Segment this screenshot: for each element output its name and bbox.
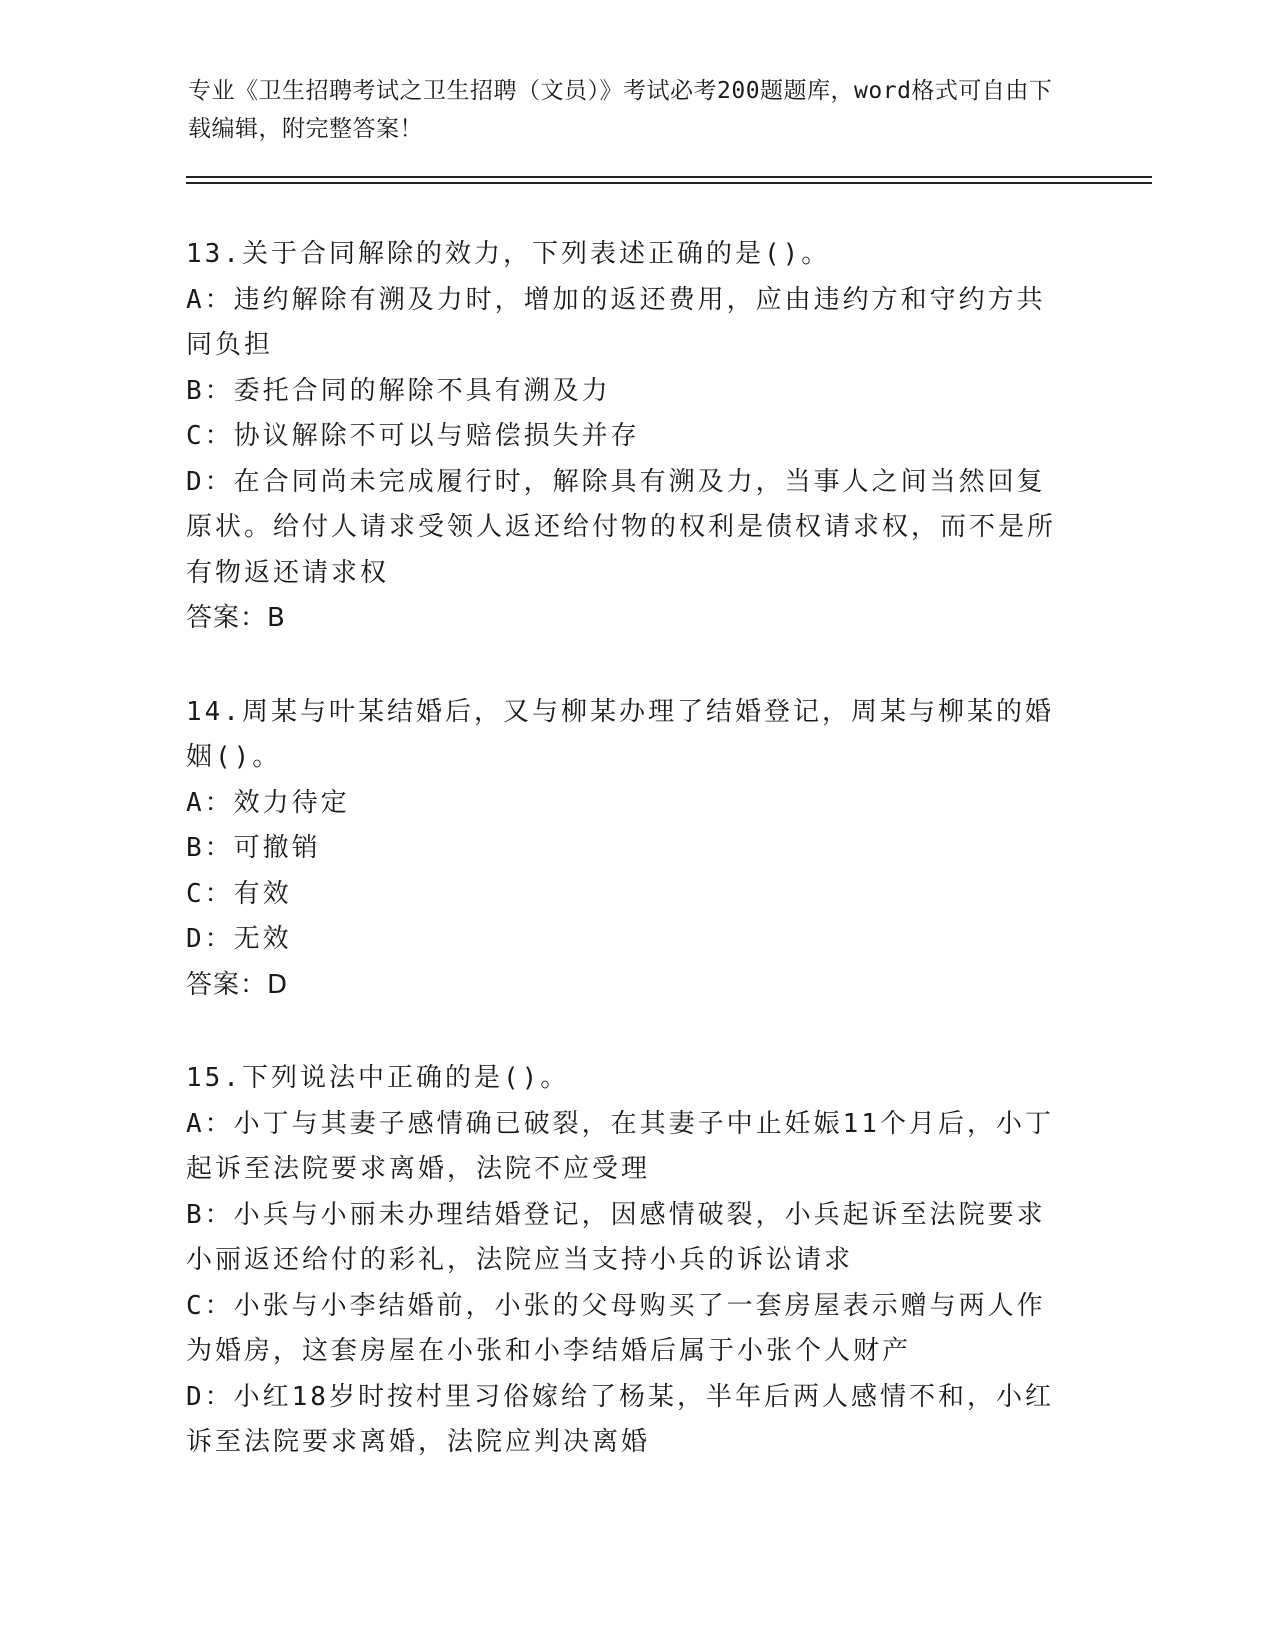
question-stem: 14.周某与叶某结婚后，又与柳某办理了结婚登记，周某与柳某的婚姻()。 <box>186 696 1054 772</box>
option-d: D：无效 <box>186 924 292 954</box>
option-c: C：小张与小李结婚前，小张的父母购买了一套房屋表示赠与两人作为婚房，这套房屋在小张和小李结婚后属于小张个人财产 <box>186 1290 1046 1366</box>
question-list <box>186 232 1066 1514</box>
option-a: A：小丁与其妻子感情确已破裂，在其妻子中止妊娠11个月后，小丁起诉至法院要求离婚，法院不应受理 <box>186 1108 1054 1184</box>
option-b: B：小兵与小丽未办理结婚登记，因感情破裂，小兵起诉至法院要求小丽返还给付的彩礼，法院应当支持小兵的诉讼请求 <box>186 1199 1046 1275</box>
option-a: A：违约解除有溯及力时，增加的返还费用，应由违约方和守约方共同负担 <box>186 284 1046 360</box>
answer-label: 答案：B <box>186 603 286 633</box>
header-divider-top <box>186 176 1152 178</box>
question-stem: 15.下列说法中正确的是()。 <box>186 1063 570 1093</box>
document-header: 专业《卫生招聘考试之卫生招聘（文员）》考试必考200题题库，word格式可自由下载编辑，附完整答案！ <box>188 78 1053 142</box>
option-b: B：可撤销 <box>186 833 321 863</box>
option-c: C：有效 <box>186 878 292 909</box>
answer-label: 答案：D <box>186 969 289 1000</box>
option-d: D：在合同尚未完成履行时，解除具有溯及力，当事人之间当然回复原状。给付人请求受领人返还给付物的权利是债权请求权，而不是所有物返还请求权 <box>186 466 1057 588</box>
option-a: A：效力待定 <box>186 787 350 818</box>
question-13 <box>186 232 1066 642</box>
header-divider-bottom <box>186 182 1152 184</box>
question-stem: 13.关于合同解除的效力，下列表述正确的是()。 <box>186 239 831 269</box>
option-d: D：小红18岁时按村里习俗嫁给了杨某，半年后两人感情不和，小红诉至法院要求离婚，法院应判决离婚 <box>186 1381 1054 1457</box>
question-15 <box>186 1056 1066 1466</box>
option-c: C：协议解除不可以与赔偿损失并存 <box>186 421 640 451</box>
option-b: B：委托合同的解除不具有溯及力 <box>186 375 611 406</box>
question-14 <box>186 690 1066 1009</box>
